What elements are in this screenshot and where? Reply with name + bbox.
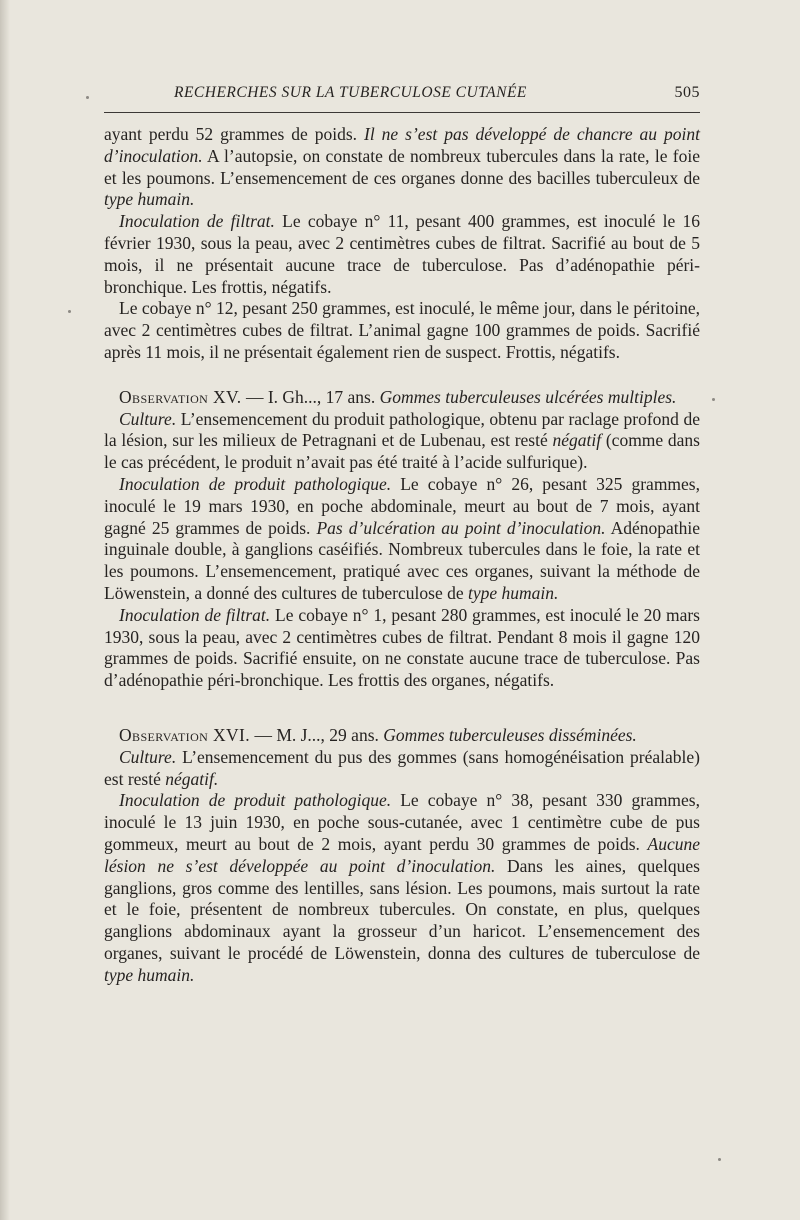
italic-run: Pas d’ulcération au point d’inoculation. xyxy=(316,517,606,538)
italic-run: Aucune lésion ne s’est développée au point d’inoculation. xyxy=(104,833,700,876)
italic-run: type humain. xyxy=(467,582,559,603)
text-run: A l’autopsie, on constate de nombreux tubercules dans la rate, le foie et les poumons. L’ensemencement de ces organes donne des bacilles tuberculeux de xyxy=(104,145,700,188)
text-run: Adénopathie inguinale double, à ganglions caséifiés. Nombreux tubercules dans le foie, la rate et les poumons. L’ensemencement, pratiqué avec ces organes, suivant la méthode de Löwenstein, a donné des cultures de tuberculose de xyxy=(104,517,701,603)
paragraph-filtrate-inoculation-11 xyxy=(104,211,700,298)
paper-speck xyxy=(718,1158,721,1161)
paragraph-guinea-pig-12 xyxy=(104,298,700,363)
text-run: Le cobaye n° 11, pesant 400 grammes, est inoculé le 16 février 1930, sous la peau, avec 2 centimètres cubes de filtrat. Sacrifié au bout de 5 mois, il ne présentait aucune trace de tuberculose. Pas d’adénopathie péri-bronchique. Les frottis, négatifs. xyxy=(104,211,700,297)
paper-speck xyxy=(712,398,715,401)
text-run: Le cobaye n° 38, pesant 330 grammes, inoculé le 13 juin 1930, en poche sous-cutanée, avec 1 centimètre cube de pus gommeux, meurt au bout de 2 mois, ayant perdu 30 grammes de poids. xyxy=(104,790,700,854)
paragraph-pathologic-inoculation-xvi xyxy=(104,790,700,986)
paragraph-culture-xv xyxy=(104,409,700,474)
italic-run: Gommes tuberculeuses disséminées. xyxy=(383,724,637,745)
text-run: — I. Gh..., 17 ans. xyxy=(241,386,380,407)
page-edge-shadow xyxy=(0,0,10,1220)
text-run: Le cobaye n° 26, pesant 325 grammes, inoculé le 19 mars 1930, en poche abdominale, meurt au bout de 7 mois, ayant gagné 25 grammes de poids. xyxy=(104,473,700,538)
observation-xvi-heading xyxy=(104,725,700,747)
italic-run: Inoculation de produit pathologique. xyxy=(119,473,392,494)
observation-xv-heading xyxy=(104,387,700,409)
italic-run: type humain. xyxy=(104,964,195,985)
text-run: — M. J..., 29 ans. xyxy=(250,724,384,745)
paper-speck xyxy=(86,96,89,99)
italic-run: Il ne s’est pas développé de chancre au point d’inoculation. xyxy=(104,124,700,166)
running-header xyxy=(104,84,700,106)
text-run: (comme dans le cas précédent, le produit n’avait pas été traité à l’acide sulfurique). xyxy=(104,430,700,473)
page-number: 505 xyxy=(674,84,700,101)
italic-run: Gommes tuberculeuses ulcérées multiples. xyxy=(379,386,677,407)
text-run: Le cobaye n° 12, pesant 250 grammes, est inoculé, le même jour, dans le péritoine, avec 2 centimètres cubes de filtrat. L’animal gagne 100 grammes de poids. Sacrifié après 11 mois, il ne présentait également rien de suspect. Frottis, négatifs. xyxy=(104,298,700,362)
text-run: Le cobaye n° 1, pesant 280 grammes, est inoculé le 20 mars 1930, sous la peau, avec 2 centimètres cubes de filtrat. Pendant 8 mois il gagne 120 grammes de poids. Sacrifié ensuite, on ne constate aucune trace de tuberculose. Pas d’adénopathie péri-bronchique. Les frottis des organes, négatifs. xyxy=(104,604,700,691)
text-run: L’ensemencement du produit pathologique, obtenu par raclage profond de la lésion, sur les milieux de Petragnani et de Lubenau, est resté xyxy=(104,408,700,451)
italic-run: Inoculation de filtrat. xyxy=(119,211,275,232)
italic-run: Culture. xyxy=(119,746,177,767)
italic-run: négatif xyxy=(552,430,602,451)
paragraph-culture-xvi xyxy=(104,747,700,791)
text-run: Dans les aines, quelques ganglions, gros comme des lentilles, sans lésion. Les poumons, mais surtout la rate et le foie, présentent de nombreux tubercules. On constate, en plus, quelques ganglions abdominaux ayant la grosseur d’un haricot. L’ensemencement des organes, suivant le procédé de Löwenstein, donna des cultures de tuberculose de xyxy=(104,855,700,963)
italic-run: Culture. xyxy=(119,408,177,429)
observation-label: Observation XVI. xyxy=(119,724,251,745)
italic-run: Inoculation de produit pathologique. xyxy=(119,790,392,811)
text-run: L’ensemencement du pus des gommes (sans homogénéisation préalable) est resté xyxy=(104,746,700,789)
italic-run: type humain. xyxy=(104,189,195,210)
paragraph-filtrate-inoculation-1 xyxy=(104,605,700,692)
page-body xyxy=(104,124,700,986)
running-header-title: RECHERCHES SUR LA TUBERCULOSE CUTANÉE xyxy=(174,84,527,101)
observation-label: Observation XV. xyxy=(119,386,242,407)
paper-speck xyxy=(68,310,71,313)
header-rule xyxy=(104,112,700,113)
italic-run: négatif. xyxy=(165,768,219,789)
paragraph-pathologic-inoculation-xv xyxy=(104,474,700,605)
paragraph-autopsy-result xyxy=(104,124,700,211)
italic-run: Inoculation de filtrat. xyxy=(119,604,271,625)
text-run: ayant perdu 52 grammes de poids. xyxy=(104,124,365,144)
